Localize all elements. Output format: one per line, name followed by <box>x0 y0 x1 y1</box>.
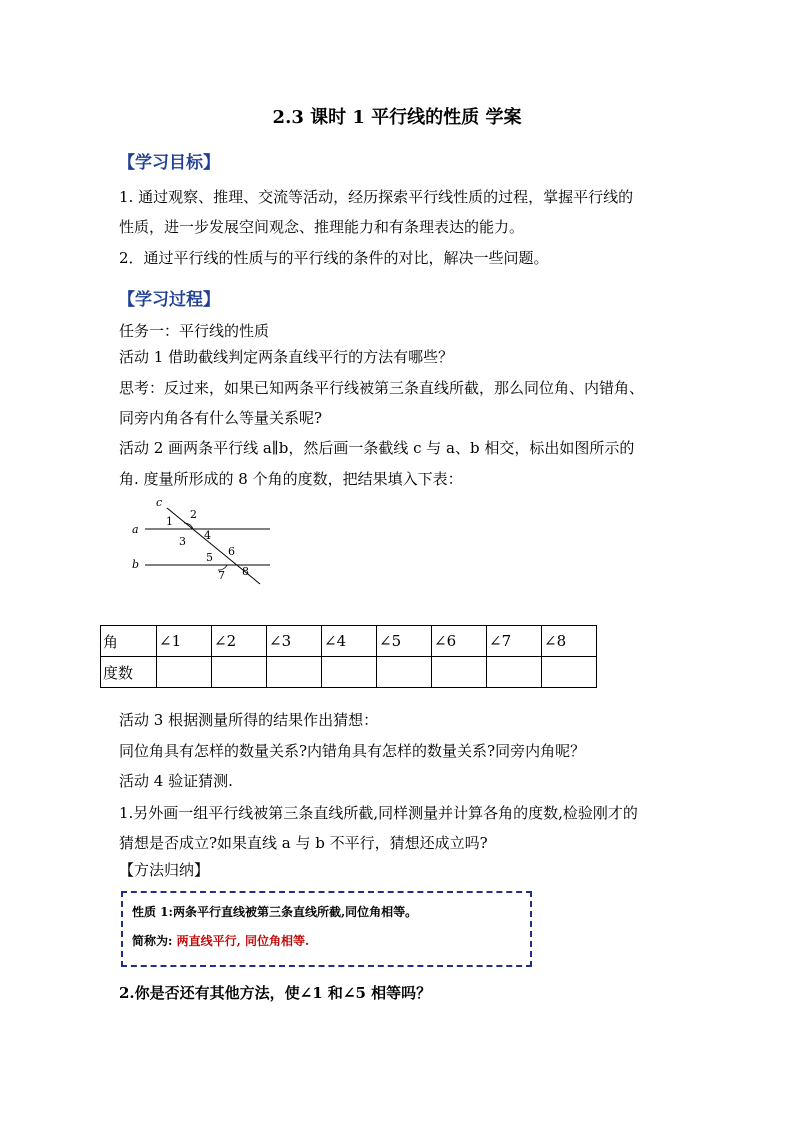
activity-2-line2: 角. 度量所形成的 8 个角的度数，把结果填入下表： <box>119 470 463 488</box>
angle-label-2: 2 <box>190 508 197 521</box>
table-cell[interactable] <box>322 657 377 688</box>
property-1-statement: 性质 1:两条平行直线被第三条直线所截,同位角相等。 <box>132 905 418 919</box>
table-cell[interactable] <box>542 657 597 688</box>
angle-measure-table <box>100 625 597 688</box>
activity-3: 活动 3 根据测量所得的结果作出猜想： <box>119 711 379 729</box>
verify-line1: 1.另外画一组平行线被第三条直线所截,同样测量并计算各角的度数,检验刚才的 <box>119 804 638 822</box>
think-line2: 同旁内角各有什么等量关系呢? <box>119 409 323 427</box>
table-cell: ∠3 <box>267 626 322 657</box>
verify-line2: 猜想是否成立?如果直线 a 与 b 不平行，猜想还成立吗? <box>119 834 488 852</box>
objective-1-line2: 性质，进一步发展空间观念、推理能力和有条理表达的能力。 <box>119 218 525 236</box>
table-row <box>101 626 597 657</box>
table-cell[interactable] <box>487 657 542 688</box>
angle-label-8: 8 <box>242 565 249 578</box>
table-cell[interactable] <box>267 657 322 688</box>
angle-label-1: 1 <box>166 515 173 528</box>
table-cell: ∠4 <box>322 626 377 657</box>
table-cell[interactable] <box>432 657 487 688</box>
table-cell: ∠5 <box>377 626 432 657</box>
table-cell[interactable] <box>157 657 212 688</box>
activity-4: 活动 4 验证猜测. <box>119 772 233 790</box>
label-a: a <box>132 523 139 536</box>
short-form-text: 两直线平行, 同位角相等. <box>176 934 310 948</box>
table-cell: ∠2 <box>212 626 267 657</box>
page-title: 2.3 课时 1 平行线的性质 学案 <box>272 107 522 128</box>
table-cell: ∠1 <box>157 626 212 657</box>
activity-1: 活动 1 借助截线判定两条直线平行的方法有哪些？ <box>119 348 454 366</box>
table-cell: ∠7 <box>487 626 542 657</box>
objective-1-line1: 1. 通过观察、推理、交流等活动，经历探索平行线性质的过程，掌握平行线的 <box>119 188 634 206</box>
table-row <box>101 657 597 688</box>
table-cell: 角 <box>101 626 157 657</box>
objective-2: 2．通过平行线的性质与的平行线的条件的对比，解决一些问题。 <box>119 249 549 267</box>
angle-label-7: 7 <box>218 569 225 582</box>
table-cell[interactable] <box>212 657 267 688</box>
think-line1: 思考：反过来，如果已知两条平行线被第三条直线所截，那么同位角、内错角、 <box>119 379 645 397</box>
angle-label-4: 4 <box>204 529 211 542</box>
table-cell: ∠8 <box>542 626 597 657</box>
angle-label-3: 3 <box>179 535 186 548</box>
table-cell: 度数 <box>101 657 157 688</box>
label-c: c <box>156 496 163 509</box>
parallel-lines-figure <box>125 495 285 595</box>
angle-label-5: 5 <box>206 551 213 564</box>
task-1: 任务一：平行线的性质 <box>119 322 270 340</box>
short-form <box>132 932 309 949</box>
objectives-heading: 【学习目标】 <box>118 153 220 173</box>
table-cell: ∠6 <box>432 626 487 657</box>
final-question: 2.你是否还有其他方法，使∠1 和∠5 相等吗？ <box>119 984 432 1002</box>
label-b: b <box>132 558 140 571</box>
angle-label-6: 6 <box>228 545 235 558</box>
process-heading: 【学习过程】 <box>118 290 220 310</box>
table-cell[interactable] <box>377 657 432 688</box>
property-summary-box <box>121 891 532 967</box>
short-form-label: 简称为: <box>132 934 177 948</box>
conjecture-question: 同位角具有怎样的数量关系?内错角具有怎样的数量关系?同旁内角呢？ <box>119 742 586 760</box>
method-summary-heading: 【方法归纳】 <box>119 861 210 879</box>
activity-2-line1: 活动 2 画两条平行线 a∥b，然后画一条截线 c 与 a、b 相交，标出如图所示的 <box>119 439 635 457</box>
